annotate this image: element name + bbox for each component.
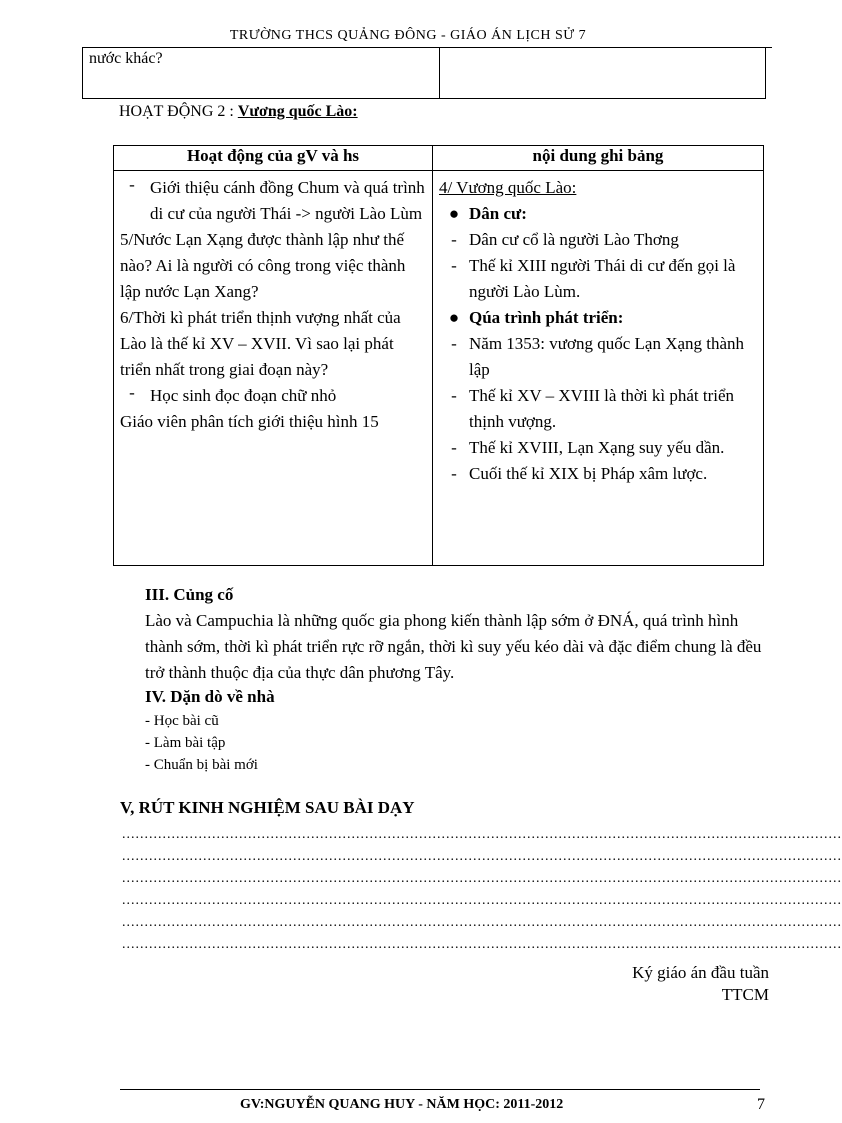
activity-title: Vương quốc Lào:: [237, 103, 358, 120]
continued-table: [82, 47, 766, 99]
continued-cell-left: nước khác?: [83, 48, 440, 99]
bullet-text: Dân cư:: [469, 204, 527, 223]
lesson-table: [113, 145, 764, 566]
activity-label: HOẠT ĐỘNG 2 :: [119, 103, 234, 120]
list-text: Cuối thế kỉ XIX bị Pháp xâm lược.: [469, 464, 708, 483]
continued-cell-right: [440, 48, 766, 99]
bullet-text: Qúa trình phát triển:: [469, 308, 624, 327]
question-5: 5/Nước Lạn Xạng được thành lập như thế nào? Ai là người có công trong việc thành lập nước Lạn Xang?: [120, 230, 406, 301]
section-heading: V, RÚT KINH NGHIỆM SAU BÀI DẠY: [120, 798, 415, 817]
list-item: [120, 383, 426, 409]
dotted-line: ................................................................................................................................................................: [122, 849, 842, 864]
list-item: - Dân cư cổ là người Lào Thơng: [439, 227, 757, 253]
section-heading: IV. Dặn dò về nhà: [145, 687, 275, 706]
dotted-line: ................................................................................................................................................................: [122, 871, 842, 886]
dotted-line: ................................................................................................................................................................: [122, 893, 842, 908]
bullet-icon: ●: [448, 204, 460, 223]
list-text: Thế kỉ XV – XVIII là thời kì phát triển thịnh vượng.: [469, 386, 735, 431]
page-header: TRƯỜNG THCS QUẢNG ĐÔNG - GIÁO ÁN LỊCH SỬ 7: [229, 28, 587, 43]
footer-rule: [120, 1089, 760, 1090]
list-item: - Học bài cũ: [145, 713, 219, 729]
bullet-item: [439, 305, 757, 331]
dotted-line: ................................................................................................................................................................: [122, 937, 842, 952]
activity-cell: [114, 171, 433, 566]
list-item: - Chuẩn bị bài mới: [145, 757, 258, 773]
activity-heading: [119, 103, 358, 121]
page-number: 7: [757, 1096, 765, 1113]
reading-text: Học sinh đọc đoạn chữ nhỏ: [150, 386, 337, 405]
page-footer: GV:NGUYỄN QUANG HUY - NĂM HỌC: 2011-2012: [240, 1097, 564, 1112]
list-text: Dân cư cổ là người Lào Thơng: [469, 230, 679, 249]
list-item: - Cuối thế kỉ XIX bị Pháp xâm lược.: [439, 461, 757, 487]
content-section-title: 4/ Vương quốc Lào:: [439, 178, 577, 197]
dotted-line: ................................................................................................................................................................: [122, 827, 842, 842]
signature-line: Ký giáo án đầu tuần: [632, 963, 769, 982]
list-text: Năm 1353: vương quốc Lạn Xạng thành lập: [469, 334, 745, 379]
list-text: Thế kỉ XVIII, Lạn Xạng suy yếu dần.: [469, 438, 725, 457]
question-6: 6/Thời kì phát triển thịnh vượng nhất của Lào là thế kỉ XV – XVII. Vì sao lại phát triển nhất trong giai đoạn này?: [120, 308, 401, 379]
list-item: - Thế kỉ XIII người Thái di cư đến gọi là người Lào Lùm.: [439, 253, 757, 305]
section-consolidation: [145, 582, 765, 686]
list-item: - Thế kỉ XVIII, Lạn Xạng suy yếu dần.: [439, 435, 757, 461]
col-header-content: nội dung ghi bảng: [433, 146, 764, 171]
list-item: - Làm bài tập: [145, 735, 226, 751]
section-homework: [145, 684, 765, 776]
intro-text: Giới thiệu cánh đồng Chum và quá trình di cư của người Thái -> người Lào Lùm: [150, 178, 425, 223]
list-item: [120, 175, 426, 227]
content-cell: [433, 171, 764, 566]
list-text: Thế kỉ XIII người Thái di cư đến gọi là người Lào Lùm.: [469, 256, 736, 301]
section-body: Lào và Campuchia là những quốc gia phong kiến thành lập sớm ở ĐNÁ, quá trình hình thành sớm, thời kì phát triển rực rỡ ngắn, thời kì suy yếu kéo dài và đặc điểm chung là đều trở thành thuộc địa của thực dân phương Tây.: [145, 611, 762, 682]
list-item: - Năm 1353: vương quốc Lạn Xạng thành lập: [439, 331, 757, 383]
dotted-line: ................................................................................................................................................................: [122, 915, 842, 930]
bullet-icon: ●: [448, 308, 460, 327]
bullet-item: [439, 201, 757, 227]
dash-marker: -: [129, 383, 135, 402]
signature-role: TTCM: [721, 985, 769, 1004]
section-heading: III. Củng cố: [145, 585, 234, 604]
teacher-note: Giáo viên phân tích giới thiệu hình 15: [120, 412, 379, 431]
col-header-activity: Hoạt động của gV và hs: [114, 146, 433, 171]
dash-marker: -: [129, 175, 135, 194]
list-item: - Thế kỉ XV – XVIII là thời kì phát triển thịnh vượng.: [439, 383, 757, 435]
